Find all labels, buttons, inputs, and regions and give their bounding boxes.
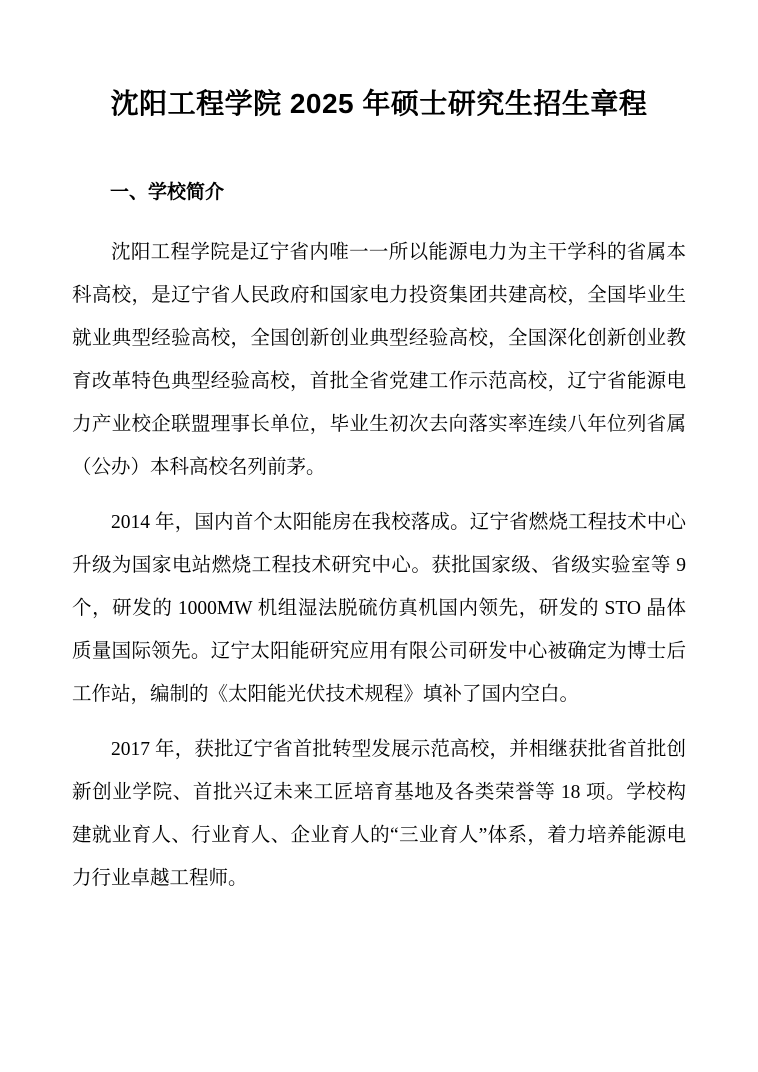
paragraph-school-overview: 沈阳工程学院是辽宁省内唯一一所以能源电力为主干学科的省属本科高校，是辽宁省人民政府和国家电力投资集团共建高校，全国毕业生就业典型经验高校，全国创新创业典型经验高校，全国深化创新创业教育改革特色典型经验高校，首批全省党建工作示范高校，辽宁省能源电力产业校企联盟理事长单位，毕业生初次去向落实率连续八年位列省属（公办）本科高校名列前茅。 — [72, 241, 686, 478]
page-title: 沈阳工程学院 2025 年硕士研究生招生章程 — [110, 88, 648, 119]
section-heading-school-intro: 一、学校简介 — [110, 182, 225, 204]
paragraph-2014-achievements: 2014 年，国内首个太阳能房在我校落成。辽宁省燃烧工程技术中心升级为国家电站燃烧工程技术研究中心。获批国家级、省级实验室等 9 个，研发的 1000MW 机组湿法脱硫仿真机国内领先，研发的 STO 晶体质量国际领先。辽宁太阳能研究应用有限公司研发中心被确定为博士后工作站，编制的《太阳能光伏技术规程》填补了国内空白。 — [72, 511, 686, 705]
paragraph-2017-achievements: 2017 年，获批辽宁省首批转型发展示范高校，并相继获批省首批创新创业学院、首批兴辽未来工匠培育基地及各类荣誉等 18 项。学校构建就业育人、行业育人、企业育人的“三业育人”体系，着力培养能源电力行业卓越工程师。 — [72, 738, 686, 889]
